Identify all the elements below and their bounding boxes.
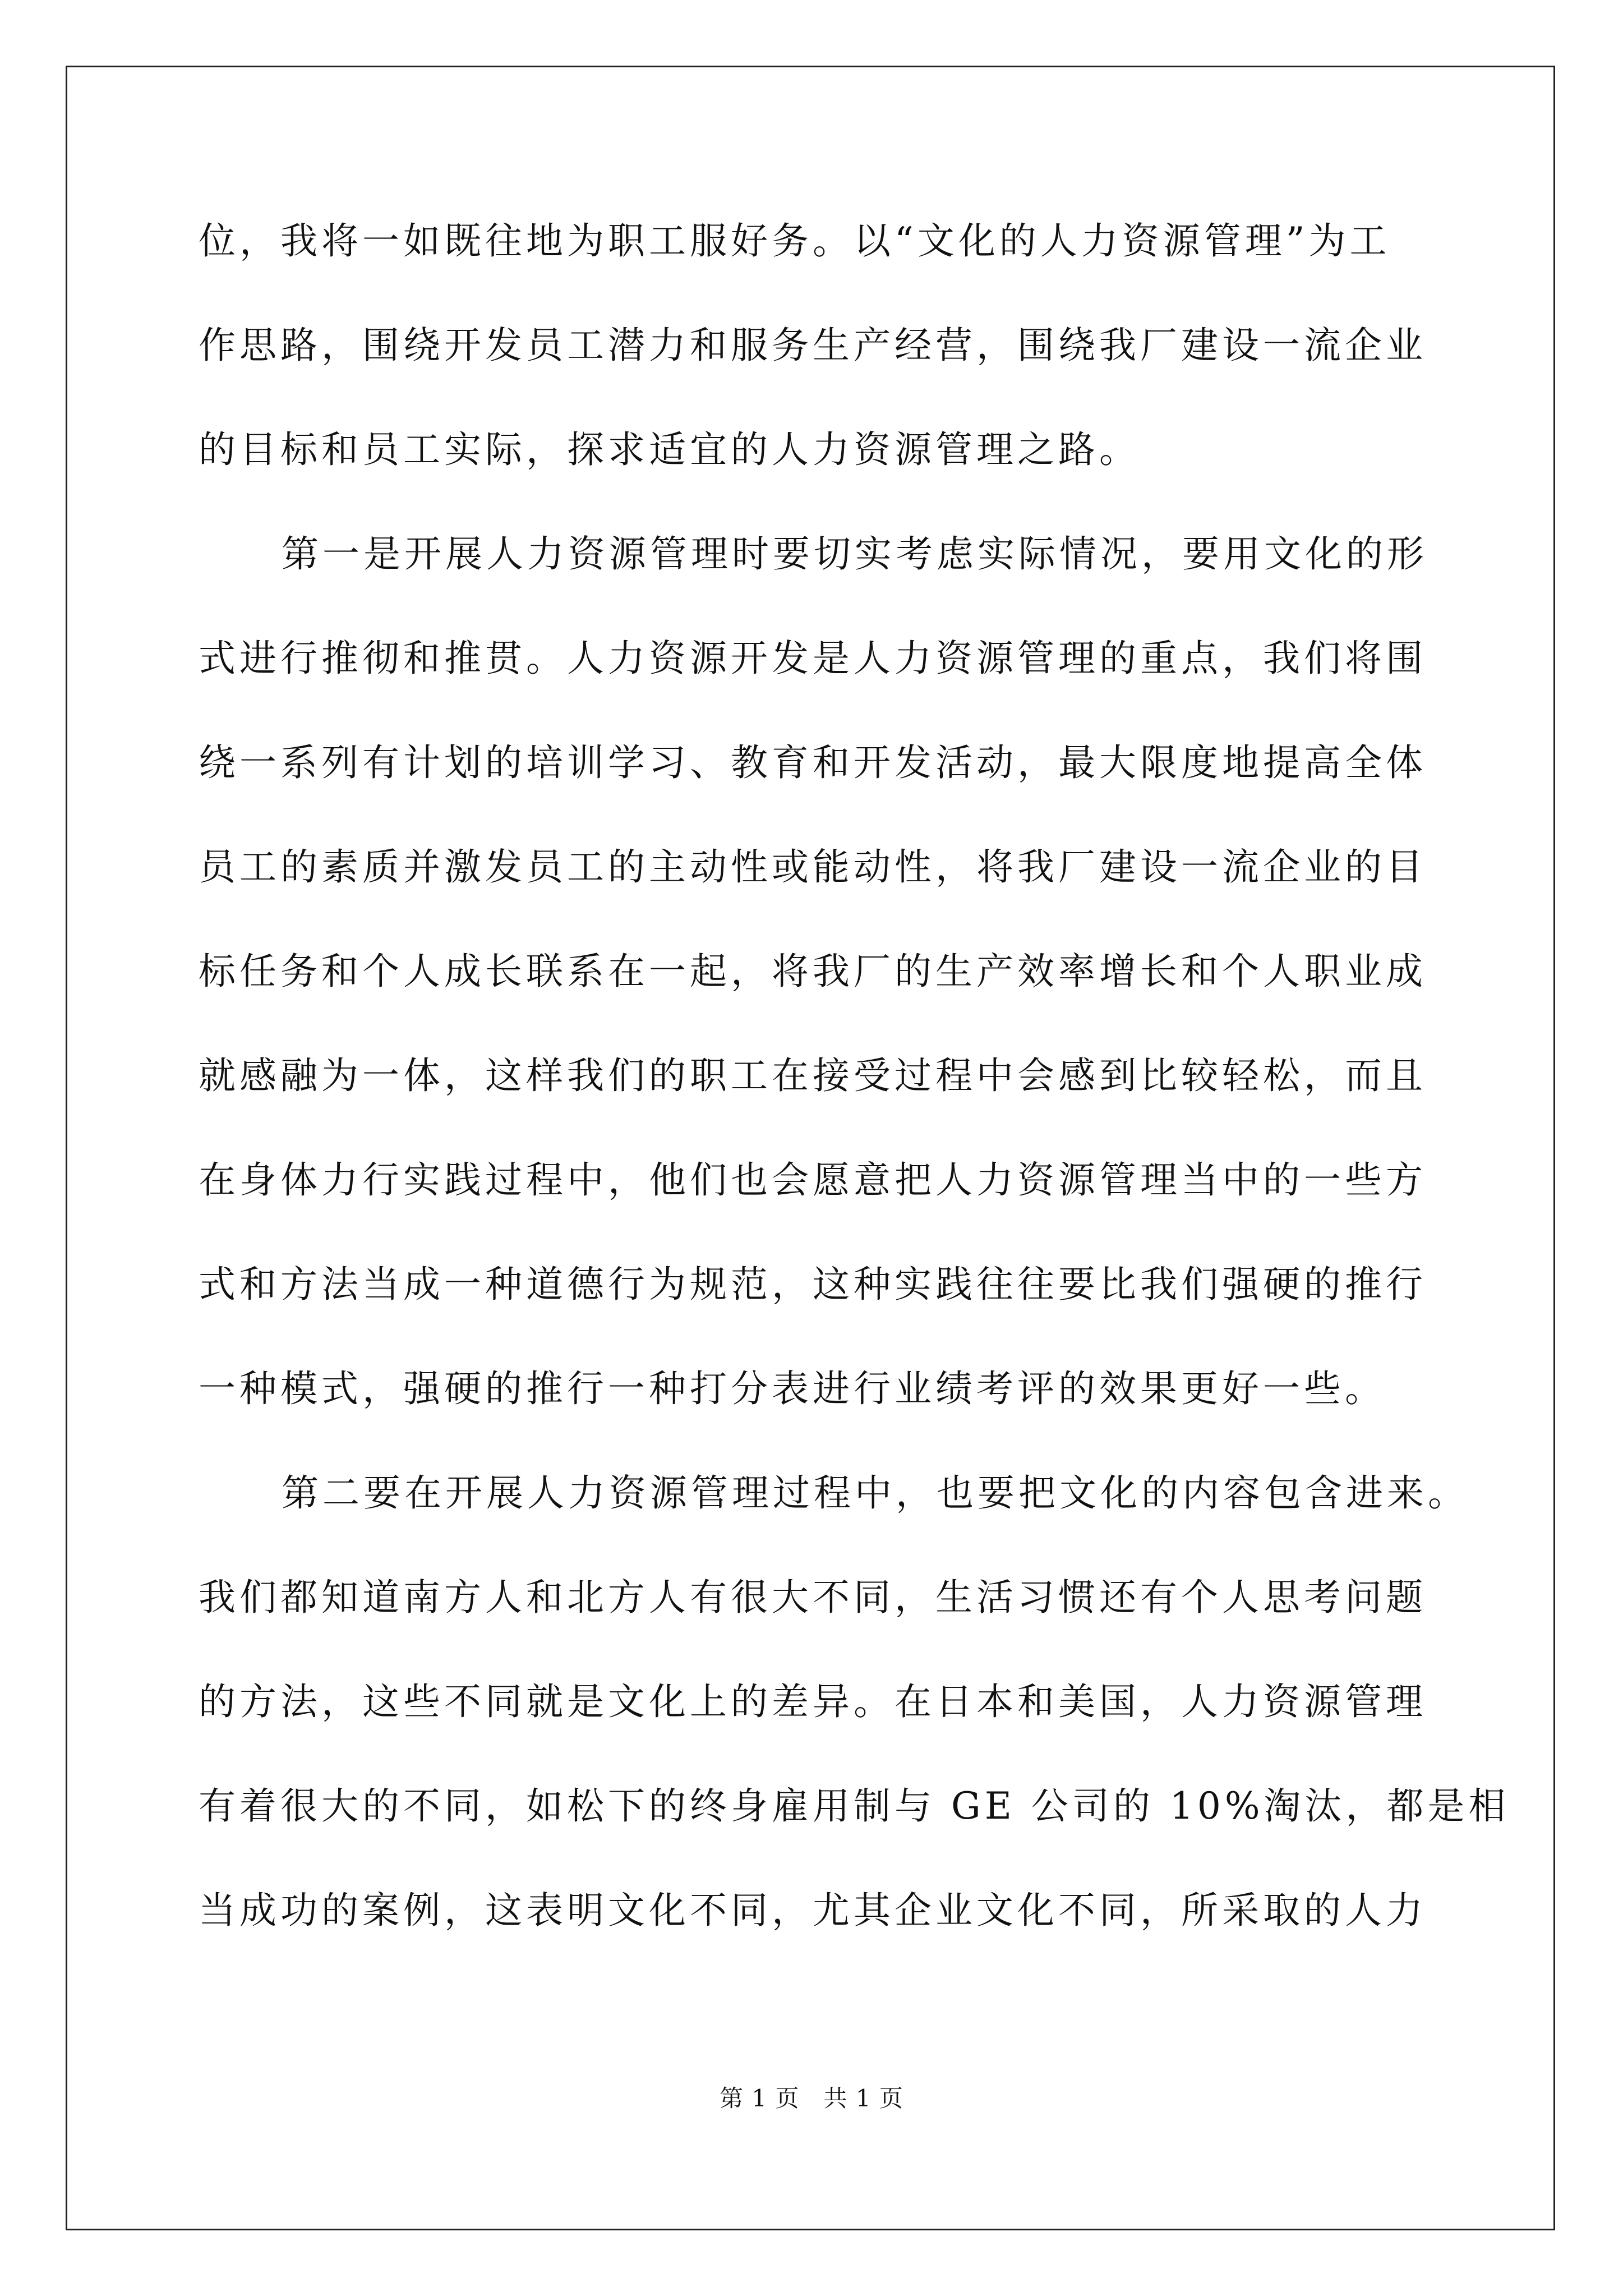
page-footer: 第 1 页 共 1 页 [720,2085,903,2112]
text-line-2: 作思路，围绕开发员工潜力和服务生产经营，围绕我厂建设一流企业 [199,324,1427,367]
paragraph-2-first-line: 第二要在开展人力资源管理过程中，也要把文化的内容包含进来。 [282,1471,1469,1515]
text-line-14: 我们都知道南方人和北方人有很大不同，生活习惯还有个人思考问题 [199,1576,1427,1619]
text-line-12: 一种模式，强硬的推行一种打分表进行业绩考评的效果更好一些。 [199,1367,1386,1410]
document-body [199,212,1510,1986]
text-line-10: 在身体力行实践过程中，他们也会愿意把人力资源管理当中的一些方 [199,1158,1427,1202]
text-line-5: 式进行推彻和推贯。人力资源开发是人力资源管理的重点，我们将围 [199,637,1427,680]
text-line-3: 的目标和员工实际，探求适宜的人力资源管理之路。 [199,428,1140,471]
text-line-7: 员工的素质并激发员工的主动性或能动性，将我厂建设一流企业的目 [199,845,1427,889]
text-line-17: 当成功的案例，这表明文化不同，尤其企业文化不同，所采取的人力 [199,1889,1427,1932]
text-line-1: 位，我将一如既往地为职工服好务。以“文化的人力资源管理”为工 [199,219,1391,263]
text-line-16: 有着很大的不同，如松下的终身雇用制与 GE 公司的 10%淘汰，都是相 [199,1784,1510,1828]
text-line-11: 式和方法当成一种道德行为规范，这种实践往往要比我们强硬的推行 [199,1263,1427,1306]
text-line-9: 就感融为一体，这样我们的职工在接受过程中会感到比较轻松，而且 [199,1054,1427,1097]
text-line-6: 绕一系列有计划的培训学习、教育和开发活动，最大限度地提高全体 [199,741,1427,784]
paragraph-1-first-line: 第一是开展人力资源管理时要切实考虑实际情况，要用文化的形 [282,532,1428,576]
text-line-15: 的方法，这些不同就是文化上的差异。在日本和美国，人力资源管理 [199,1680,1427,1723]
text-line-8: 标任务和个人成长联系在一起，将我厂的生产效率增长和个人职业成 [199,950,1427,993]
